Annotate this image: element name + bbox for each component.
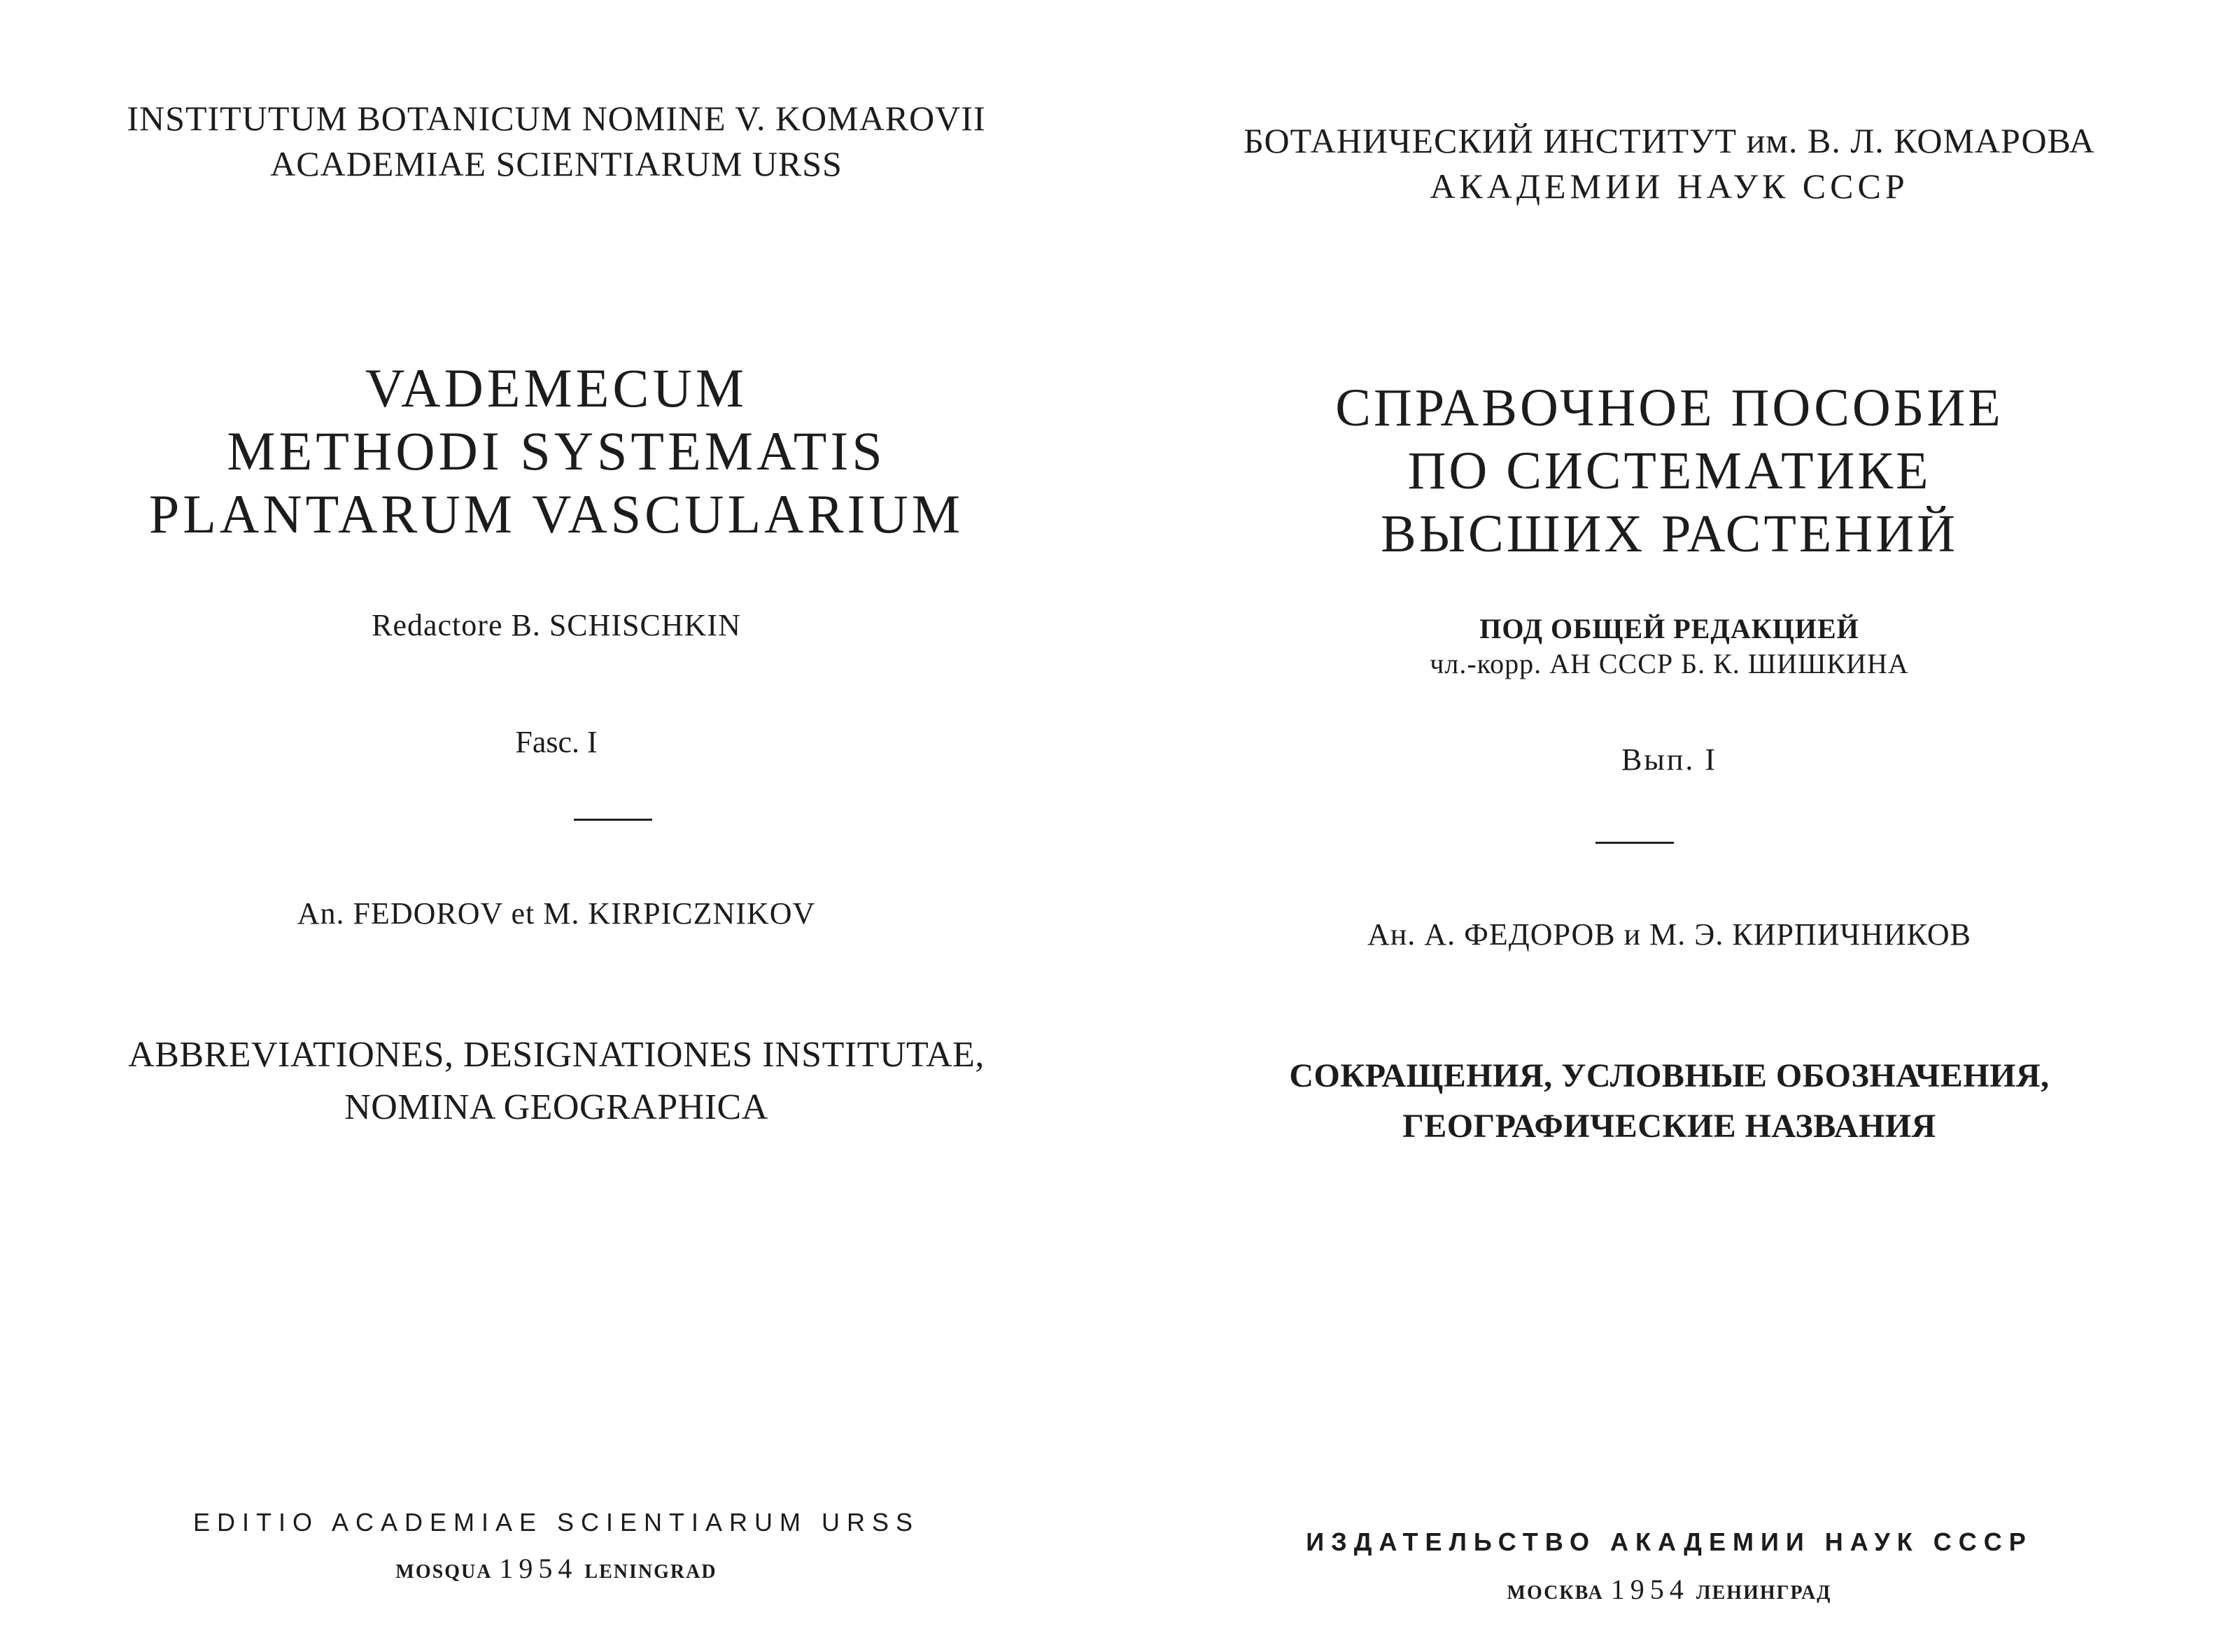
city-moscow: МОСКВА [1507,1582,1604,1604]
authors-line: Ан. А. ФЕДОРОВ и М. Э. КИРПИЧНИКОВ [1367,917,1972,952]
editor-line-1: ПОД ОБЩЕЙ РЕДАКЦИЕЙ [1479,613,1859,644]
city-moscow: MOSQUA [395,1561,493,1583]
fascicle-label: Вып. I [1621,742,1718,777]
imprint-line [1113,1573,2226,1606]
imprint-line [0,1552,1113,1585]
imprint-year: 1954 [1610,1574,1689,1605]
subject-line-1: ABBREVIATIONES, DESIGNATIONES INSTITUTAE, [128,1035,985,1075]
city-leningrad: LENINGRAD [584,1561,717,1583]
subject-line-2: NOMINA GEOGRAPHICA [344,1087,768,1127]
title-line-3: PLANTARUM VASCULARIUM [148,483,964,544]
title-line-1: СПРАВОЧНОЕ ПОСОБИЕ [1335,379,2003,437]
divider-rule [574,819,652,821]
institute-line-2: АКАДЕМИИ НАУК СССР [1430,167,1909,206]
institute-line-1: БОТАНИЧЕСКИЙ ИНСТИТУТ им. В. Л. КОМАРОВА [1244,121,2095,160]
imprint-year: 1954 [499,1553,578,1584]
subject-line-2: ГЕОГРАФИЧЕСКИЕ НАЗВАНИЯ [1402,1108,1936,1145]
institute-line-1: INSTITUTUM BOTANICUM NOMINE V. KOMAROVII [127,99,986,138]
institute-line-2: ACADEMIAE SCIENTIARUM URSS [270,144,843,183]
subject-line-1: СОКРАЩЕНИЯ, УСЛОВНЫЕ ОБОЗНАЧЕНИЯ, [1289,1057,2050,1094]
title-line-2: METHODI SYSTEMATIS [227,421,886,481]
editor-line-2: чл.-корр. АН СССР Б. К. ШИШКИНА [1430,648,1909,679]
title-line-2: ПО СИСТЕМАТИКЕ [1407,442,1931,500]
editor-line: Redactore B. SCHISCHKIN [372,608,741,642]
publisher-line: EDITIO ACADEMIAE SCIENTIARUM URSS [192,1508,920,1537]
title-line-3: ВЫСШИХ РАСТЕНИЙ [1381,504,1958,563]
divider-rule [1595,842,1674,844]
title-line-1: VADEMECUM [365,358,748,418]
fascicle-label: Fasc. I [515,725,598,759]
city-leningrad: ЛЕНИНГРАД [1696,1582,1832,1604]
right-title-page [1113,0,2226,1652]
publisher-line: ИЗДАТЕЛЬСТВО АКАДЕМИИ НАУК СССР [1306,1527,2033,1556]
authors-line: An. FEDOROV et M. KIRPICZNIKOV [297,896,816,931]
